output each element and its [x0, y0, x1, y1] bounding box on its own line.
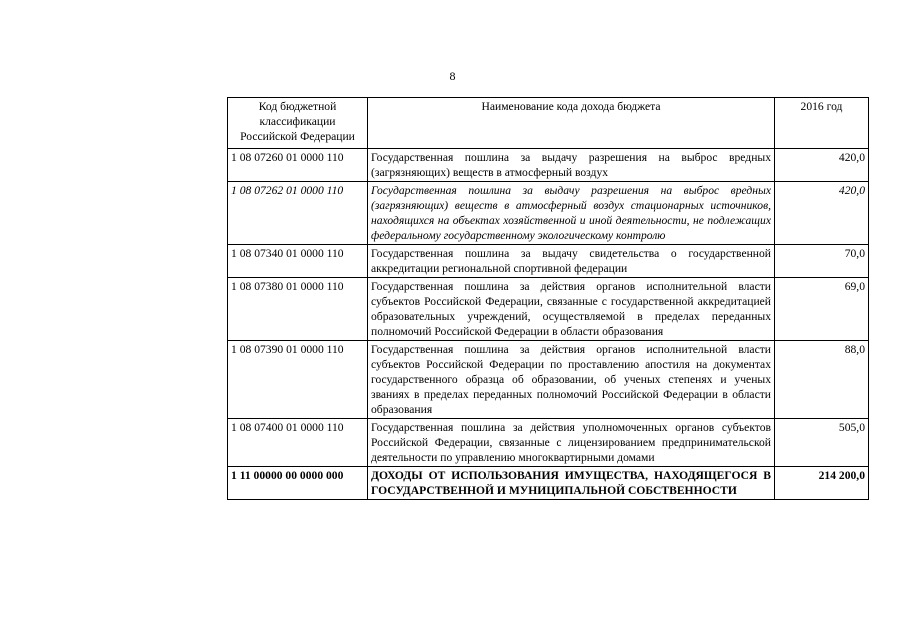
budget-revenue-table: [227, 97, 869, 500]
row-amount: 70,0: [775, 245, 869, 278]
row-code: 1 08 07400 01 0000 110: [228, 419, 368, 467]
row-name: Государственная пошлина за выдачу разрешения на выброс вредных (загрязняющих) веществ в атмосферный воздух: [368, 149, 775, 182]
row-code: 1 08 07262 01 0000 110: [228, 182, 368, 245]
table-row: [228, 245, 869, 278]
row-amount: 505,0: [775, 419, 869, 467]
page-number: 8: [449, 69, 456, 83]
row-amount: 420,0: [775, 182, 869, 245]
table-row: [228, 182, 869, 245]
row-name: Государственная пошлина за выдачу разрешения на выброс вредных (загрязняющих) веществ в атмосферный воздух стационарных источников, находящихся на объектах хозяйственной и иной деятельности, не подлежащих федеральному государственному экологическому контролю: [368, 182, 775, 245]
table-row: [228, 278, 869, 341]
row-amount: 69,0: [775, 278, 869, 341]
row-code: 1 08 07390 01 0000 110: [228, 341, 368, 419]
row-code: 1 08 07260 01 0000 110: [228, 149, 368, 182]
table-row: [228, 341, 869, 419]
row-name: Государственная пошлина за действия органов исполнительной власти субъектов Российской Федерации, связанные с государственной аккредитацией образовательных учреждений, осуществляемой в пределах переданных полномочий Российской Федерации в области образования: [368, 278, 775, 341]
row-name: ДОХОДЫ ОТ ИСПОЛЬЗОВАНИЯ ИМУЩЕСТВА, НАХОДЯЩЕГОСЯ В ГОСУДАРСТВЕННОЙ И МУНИЦИПАЛЬНОЙ СОБСТВЕННОСТИ: [368, 467, 775, 500]
row-amount: 88,0: [775, 341, 869, 419]
row-amount: 420,0: [775, 149, 869, 182]
row-amount: 214 200,0: [775, 467, 869, 500]
table-header-row: [228, 98, 869, 149]
table-row: [228, 149, 869, 182]
row-code: 1 08 07340 01 0000 110: [228, 245, 368, 278]
header-name: Наименование кода дохода бюджета: [368, 98, 775, 149]
row-code: 1 08 07380 01 0000 110: [228, 278, 368, 341]
table-row-total: [228, 467, 869, 500]
row-name: Государственная пошлина за действия уполномоченных органов субъектов Российской Федерации, связанные с лицензированием предпринимательской деятельности по управлению многоквартирными домами: [368, 419, 775, 467]
table-row: [228, 419, 869, 467]
header-code: Код бюджетной классификации Российской Федерации: [228, 98, 368, 149]
row-name: Государственная пошлина за выдачу свидетельства о государственной аккредитации региональной спортивной федерации: [368, 245, 775, 278]
row-name: Государственная пошлина за действия органов исполнительной власти субъектов Российской Федерации по проставлению апостиля на документах государственного образца об образовании, об ученых степенях и ученых званиях в пределах переданных полномочий Российской Федерации в области образования: [368, 341, 775, 419]
header-year: 2016 год: [775, 98, 869, 149]
row-code: 1 11 00000 00 0000 000: [228, 467, 368, 500]
